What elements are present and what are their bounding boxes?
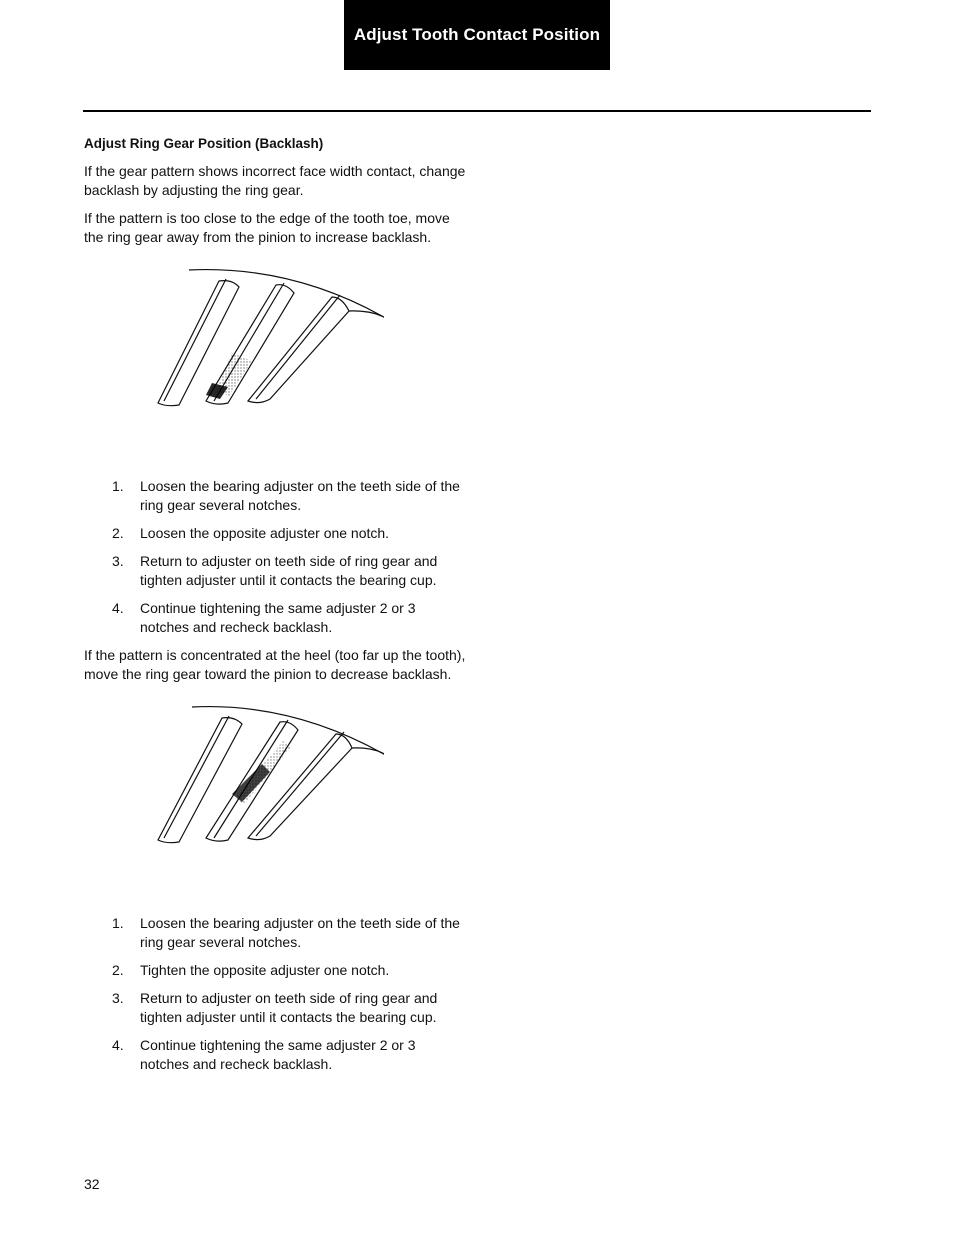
gear-tooth-toe-illustration xyxy=(144,265,384,435)
intro-paragraph-2: If the pattern is too close to the edge of the tooth toe, move the ring gear away from the pinion to increase backlash. xyxy=(84,210,450,245)
step-number: 1. xyxy=(112,915,124,931)
list-item xyxy=(84,477,468,515)
step-text: Loosen the bearing adjuster on the teeth side of the ring gear several notches. xyxy=(140,478,460,513)
step-number: 2. xyxy=(112,525,124,541)
list-item xyxy=(84,599,468,637)
step-text: Return to adjuster on teeth side of ring gear and tighten adjuster until it contacts the bearing cup. xyxy=(140,990,438,1025)
gear-heel-contact-figure xyxy=(84,702,468,902)
step-text: Return to adjuster on teeth side of ring gear and tighten adjuster until it contacts the bearing cup. xyxy=(140,553,438,588)
intro-paragraph-1: If the gear pattern shows incorrect face width contact, change backlash by adjusting the ring gear. xyxy=(84,163,466,198)
step-number: 3. xyxy=(112,553,124,569)
gear-tooth-heel-illustration xyxy=(144,702,384,872)
header-tab xyxy=(344,0,610,70)
list-item xyxy=(84,552,468,590)
page-number: 32 xyxy=(84,1176,100,1192)
step-text: Loosen the bearing adjuster on the teeth side of the ring gear several notches. xyxy=(140,915,460,950)
gear-toe-contact-figure xyxy=(84,265,468,465)
increase-backlash-steps xyxy=(84,477,468,637)
header-tab-title: Adjust Tooth Contact Position xyxy=(353,25,601,44)
main-content xyxy=(84,134,468,1083)
section-heading: Adjust Ring Gear Position (Backlash) xyxy=(84,136,324,151)
step-text: Tighten the opposite adjuster one notch. xyxy=(140,962,390,978)
header-rule xyxy=(83,110,871,112)
decrease-backlash-steps xyxy=(84,914,468,1074)
step-text: Continue tightening the same adjuster 2 or 3 notches and recheck backlash. xyxy=(140,1037,416,1072)
list-item xyxy=(84,914,468,952)
step-number: 3. xyxy=(112,990,124,1006)
heel-pattern-paragraph: If the pattern is concentrated at the heel (too far up the tooth), move the ring gear toward the pinion to decrease backlash. xyxy=(84,647,466,682)
step-number: 1. xyxy=(112,478,124,494)
step-text: Loosen the opposite adjuster one notch. xyxy=(140,525,390,541)
step-text: Continue tightening the same adjuster 2 or 3 notches and recheck backlash. xyxy=(140,600,416,635)
list-item xyxy=(84,961,468,980)
list-item xyxy=(84,989,468,1027)
step-number: 2. xyxy=(112,962,124,978)
list-item xyxy=(84,1036,468,1074)
step-number: 4. xyxy=(112,600,124,616)
step-number: 4. xyxy=(112,1037,124,1053)
list-item xyxy=(84,524,468,543)
